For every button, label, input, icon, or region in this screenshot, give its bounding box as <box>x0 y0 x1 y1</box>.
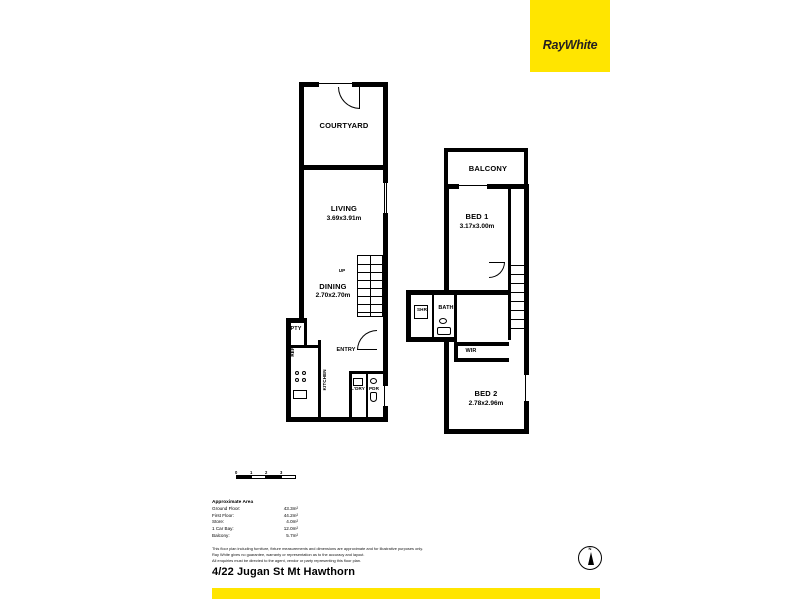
disclaimer-line-1: This floor plan including furniture, fixture measurements and dimensions are approximate and for illustrative purposes only. <box>212 546 423 551</box>
cooktop-burner-4 <box>302 378 306 382</box>
bed1-wall-right <box>524 184 529 260</box>
area-row <box>212 506 512 513</box>
stair-first-tread-2 <box>511 274 525 275</box>
area-label: First Floor: <box>212 512 234 518</box>
bath-tub <box>437 327 451 335</box>
front-door-line <box>384 386 385 406</box>
stair-first-tread-1 <box>511 265 525 266</box>
courtyard-wall-top-left <box>299 82 319 87</box>
courtyard-living-wall <box>299 165 388 170</box>
label-dining-dim: 2.70x2.70m <box>315 292 351 299</box>
scale-tick-2: 2 <box>265 470 268 475</box>
label-wir: WIR <box>465 348 477 354</box>
scale-bar <box>236 470 296 484</box>
label-living: LIVING <box>330 204 358 213</box>
bed2-wall-bottom <box>444 429 529 434</box>
scale-segment-1 <box>236 475 251 479</box>
area-value: 44.2m² <box>283 512 298 518</box>
raywhite-logo: RayWhite <box>542 38 598 52</box>
scale-segment-4 <box>281 475 296 479</box>
courtyard-door-arc <box>338 87 360 109</box>
area-value: 43.3m² <box>283 506 298 511</box>
ldry-divider <box>366 374 368 417</box>
label-bed2-dim: 2.78x2.96m <box>468 400 504 407</box>
area-value: 5.7m² <box>286 532 298 538</box>
scale-tick-0: 0 <box>235 470 238 475</box>
footer-bar <box>212 588 600 599</box>
kitchen-block-wall-top <box>286 318 304 323</box>
bed1-wall-left <box>444 184 449 290</box>
bath-basin <box>439 318 447 324</box>
disclaimer-line-2: Ray White gives no guarantee, warranty or representation as to the accuracy and layout. <box>212 551 365 557</box>
area-label: Store: <box>212 519 225 525</box>
shr-divider <box>432 295 434 337</box>
label-balcony: BALCONY <box>468 164 508 173</box>
area-label: Balcony: <box>212 532 230 538</box>
area-value: 4.0m² <box>286 519 298 525</box>
stair-first-tread-8 <box>511 328 525 329</box>
stair-first-tread-4 <box>511 292 525 293</box>
property-address: 4/22 Jugan St Mt Hawthorn <box>212 566 356 578</box>
label-pty: PTY <box>290 326 302 332</box>
powder-wc <box>370 392 377 402</box>
entry-wall-right-upper <box>383 318 388 328</box>
stair-first-tread-3 <box>511 283 525 284</box>
area-row <box>212 513 512 520</box>
area-value: 12.0m² <box>283 525 298 531</box>
kitchen-block-wall-bottom <box>286 417 388 422</box>
label-pdr: PDR <box>369 386 379 391</box>
north-arrow-icon <box>588 552 594 565</box>
stair-ground-rail <box>370 255 371 317</box>
bath-wall-top <box>406 290 509 295</box>
kitchen-sink <box>293 390 307 399</box>
label-dining: DINING <box>319 282 347 291</box>
label-ref: REF <box>290 347 296 357</box>
label-robe: ROBE <box>507 214 513 228</box>
bath-wall-right <box>454 295 457 342</box>
north-letter: N <box>588 546 592 551</box>
label-bed1: BED 1 <box>465 212 489 221</box>
label-shr: SHR <box>417 307 427 312</box>
wir-wall-bottom <box>454 358 509 362</box>
cooktop-burner-1 <box>295 371 299 375</box>
bed2-wall-left <box>444 342 449 434</box>
scale-tick-1: 1 <box>250 470 253 475</box>
cooktop-burner-3 <box>295 378 299 382</box>
powder-basin <box>370 378 377 384</box>
pantry-divider <box>304 318 307 348</box>
area-label: 1 Car Bay: <box>212 525 234 531</box>
scale-segment-3 <box>266 475 281 479</box>
wir-wall-top <box>454 342 509 346</box>
disclaimer-line-3: All enquiries must be directed to the agent, vendor or party representing this floor plan. <box>212 557 362 563</box>
stair-wall-right <box>524 255 529 345</box>
label-ldry: L'DRY <box>351 386 365 391</box>
stair-first-tread-5 <box>511 301 525 302</box>
balcony-wall-top <box>444 148 528 152</box>
living-window-line-2 <box>386 183 387 213</box>
scale-tick-3: 3 <box>280 470 283 475</box>
stair-first-tread-7 <box>511 319 525 320</box>
courtyard-wall-top-thin <box>319 83 352 84</box>
label-entry: ENTRY <box>336 347 356 353</box>
kitchen-block-wall-left <box>286 318 291 422</box>
area-row <box>212 526 512 533</box>
balcony-door-line <box>459 185 487 186</box>
stair-first-tread-6 <box>511 310 525 311</box>
bed1-door-arc <box>489 262 505 278</box>
area-label: Ground Floor: <box>212 506 241 511</box>
label-courtyard: COURTYARD <box>319 121 369 130</box>
courtyard-door-leaf <box>359 87 360 109</box>
label-kitchen: KITCHEN <box>322 369 328 391</box>
disclaimer <box>212 546 532 564</box>
label-up: UP <box>338 268 346 273</box>
area-table-title: Approximate Area <box>212 500 254 505</box>
kitchen-divider-vertical <box>318 340 321 417</box>
area-row <box>212 533 512 540</box>
bath-wall-left <box>406 290 411 342</box>
laundry-trough <box>353 378 363 386</box>
entry-wall-right <box>383 332 388 422</box>
living-window-line <box>384 183 385 213</box>
bed1-door-leaf <box>489 262 505 263</box>
label-living-dim: 3.69x3.91m <box>326 215 362 222</box>
scale-segment-2 <box>251 475 266 479</box>
cooktop-burner-2 <box>302 371 306 375</box>
label-bed1-dim: 3.17x3.00m <box>459 223 495 230</box>
label-bath: BATH <box>438 305 454 311</box>
label-bed2: BED 2 <box>474 389 498 398</box>
area-table <box>212 500 512 539</box>
ldry-wall-left <box>349 371 352 417</box>
area-row <box>212 519 512 526</box>
